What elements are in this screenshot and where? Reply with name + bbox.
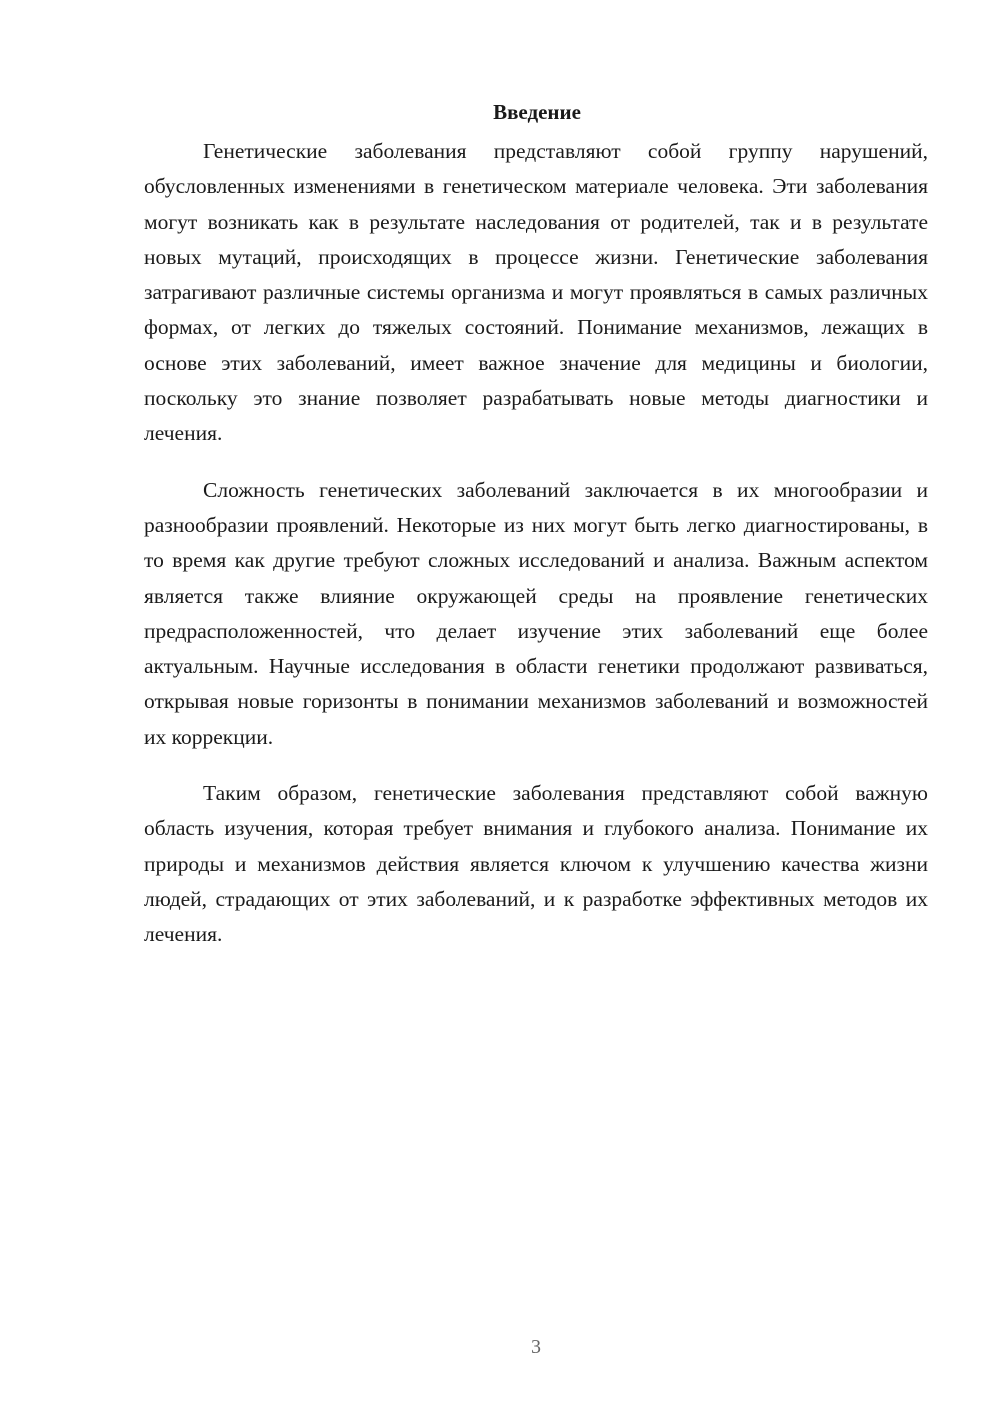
- page-number: 3: [531, 1336, 541, 1358]
- paragraph-1: Генетические заболевания представляют собой группу нарушений, обусловленных изменениями в генетическом материале человека. Эти заболевания могут возникать как в результате наследования от родителей, так и в результате новых мутаций, происходящих в процессе жизни. Генетические заболевания затрагивают различные системы организма и могут проявляться в самых различных формах, от легких до тяжелых состояний. Понимание механизмов, лежащих в основе этих заболеваний, имеет важное значение для медицины и биологии, поскольку это знание позволяет разрабатывать новые методы диагностики и лечения.: [144, 139, 928, 446]
- page-content: [144, 95, 928, 953]
- paragraph-3: Таким образом, генетические заболевания представляют собой важную область изучения, которая требует внимания и глубокого анализа. Понимание их природы и механизмов действия является ключом к улучшению качества жизни людей, страдающих от этих заболеваний, и к разработке эффективных методов их лечения.: [144, 781, 928, 947]
- paragraph-2: Сложность генетических заболеваний заключается в их многообразии и разнообразии проявлений. Некоторые из них могут быть легко диагностированы, в то время как другие требуют сложных исследований и анализа. Важным аспектом является также влияние окружающей среды на проявление генетических предрасположенностей, что делает изучение этих заболеваний еще более актуальным. Научные исследования в области генетики продолжают развиваться, открывая новые горизонты в понимании механизмов заболеваний и возможностей их коррекции.: [144, 477, 928, 749]
- section-title: Введение: [493, 100, 581, 124]
